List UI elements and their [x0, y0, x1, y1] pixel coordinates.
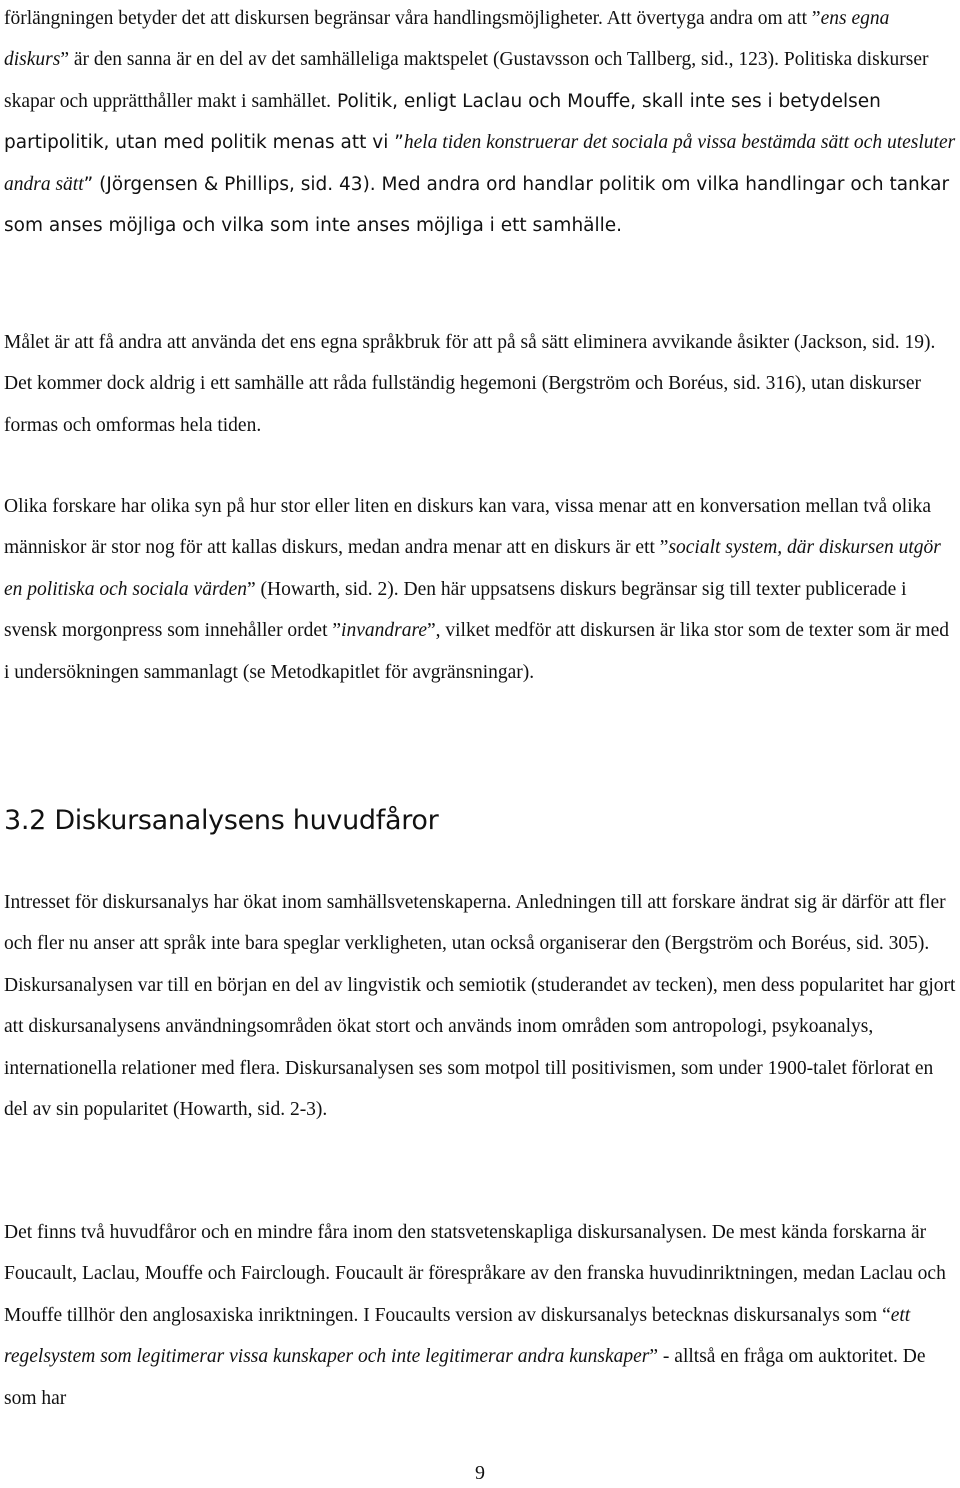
paragraph-politics — [4, 0, 956, 246]
p5-text-a: Det finns två huvudfåror och en mindre fåra inom den statsvetenskapliga diskursanalysen. De mest kända forskarna är Foucault, Laclau, Mouffe och Fairclough. Foucault är förespråkare av den franska huvudinriktningen, medan Laclau och Mouffe tillhör den anglosaxiska inriktningen. I Foucaults version av diskursanalys betecknas diskursanalys som “ — [4, 1222, 946, 1326]
paragraph-hegemony — [4, 322, 956, 446]
p1-text-a: förlängningen betyder det att diskursen begränsar våra handlingsmöjligheter. Att övertyga andra om att ” — [4, 8, 821, 29]
p1-text-c: ” är den sanna är en del av det samhälleliga maktspelet (Gustavsson och Tallberg, sid., 123). Politiska diskurser skapar och upprätthåller makt i samhället. — [4, 49, 929, 112]
p4-text: Intresset för diskursanalys har ökat inom samhällsvetenskaperna. Anledningen till att forskare ändrat sig är därför att fler och fler nu anser att språk inte bara speglar verkligheten, utan också organiserar den (Bergström och Boréus, sid. 305). Diskursanalysen var till en början en del av lingvistik och semiotik (studerandet av tecken), men dess popularitet har gjort att diskursanalysens användningsområden ökat stort och används inom områden som antropologi, psykoanalys, internationella relationer med flera. Diskursanalysen ses som motpol till positivismen, som under 1900-talet förlorat en del av sin popularitet (Howarth, sid. 2-3). — [4, 892, 956, 1121]
p1-text-d: Politik, enligt Laclau och Mouffe, skall inte ses i betydelsen partipolitik, utan med politik menas att vi ” — [4, 90, 881, 154]
p3-italic-quote: socialt system, där diskursen utgör en politiska och sociala värden — [4, 537, 941, 600]
section-heading: 3.2 Diskursanalysens huvudfåror — [4, 805, 439, 836]
paragraph-interest — [4, 882, 956, 1130]
p5-italic-quote: ett regelsystem som legitimerar vissa kunskaper och inte legitimerar andra kunskaper — [4, 1304, 911, 1368]
p1-text-f: ” (Jörgensen & Phillips, sid. 43). Med andra ord handlar politik om vilka handlingar och tankar som anses möjliga och vilka som inte anses möjliga i ett samhälle. — [4, 173, 950, 237]
p3-italic-invandrare: invandrare — [341, 620, 427, 642]
p2-text: Målet är att få andra att använda det ens egna språkbruk för att på så sätt eliminera avvikande åsikter (Jackson, sid. 19). Det kommer dock aldrig i ett samhälle att råda fullständig hegemoni (Bergström och Boréus, sid. 316), utan diskurser formas och omformas hela tiden. — [4, 332, 936, 436]
page-number: 9 — [475, 1462, 485, 1484]
p3-text-a: Olika forskare har olika syn på hur stor eller liten en diskurs kan vara, vissa menar att en konversation mellan två olika människor är stor nog för att kallas diskurs, medan andra menar att en diskurs är ett ” — [4, 496, 932, 559]
p1-italic-quote: hela tiden konstruerar det sociala på vissa bestämda sätt och utesluter andra sätt — [4, 132, 956, 195]
p5-text-c: ” - alltså en fråga om auktoritet. De som har — [4, 1346, 926, 1409]
paragraph-main-branches — [4, 1212, 956, 1419]
p3-text-e: ”, vilket medför att diskursen är lika stor som de texter som är med i undersökningen sammanlagt (se Metodkapitlet för avgränsningar). — [4, 620, 950, 683]
p1-italic-ens-egna-diskurs: ens egna diskurs — [4, 8, 890, 71]
p3-text-c: ” (Howarth, sid. 2). Den här uppsatsens diskurs begränsar sig till texter publicerade i svensk morgonpress som innehåller ordet ” — [4, 578, 907, 642]
paragraph-discourse-size — [4, 486, 956, 693]
